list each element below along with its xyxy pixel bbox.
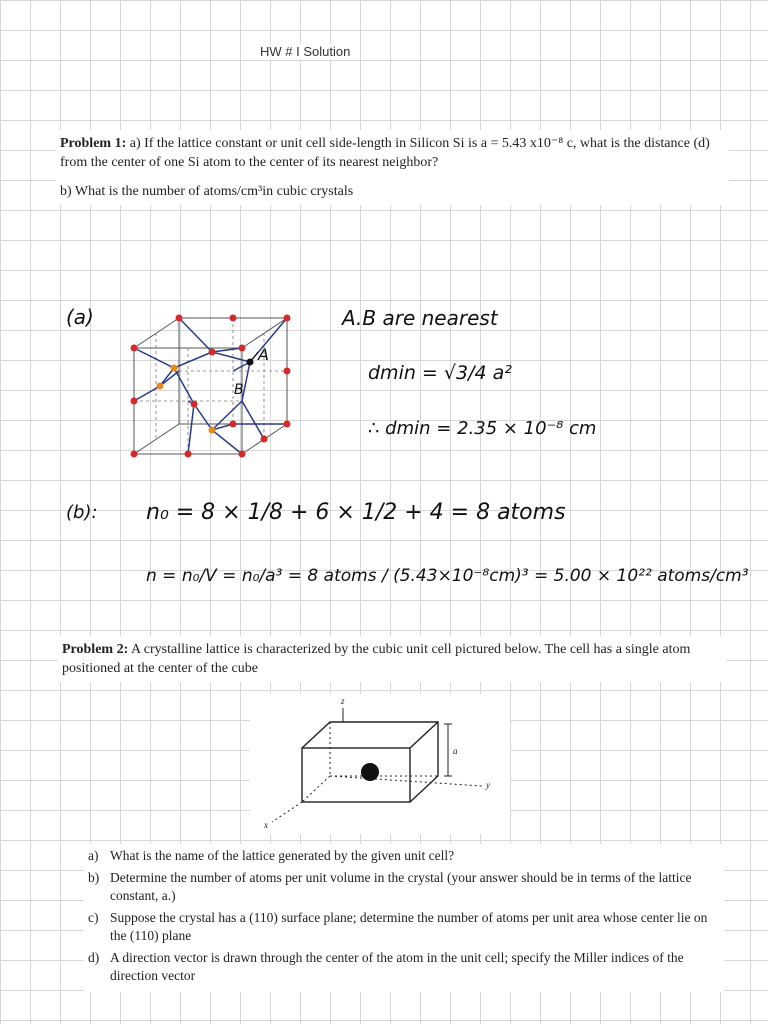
n0-equation: n₀ = 8 × 1/8 + 6 × 1/2 + 4 = 8 atoms xyxy=(146,500,566,525)
question-item xyxy=(88,847,720,865)
point-b-label: B xyxy=(234,382,244,398)
single-atom-cube-diagram xyxy=(250,694,510,834)
nearest-note: A.B are nearest xyxy=(342,306,498,330)
page-title: HW # I Solution xyxy=(256,44,354,59)
solution-a-label: (a) xyxy=(66,305,94,329)
problem2-intro: A crystalline lattice is characterized by the cubic unit cell pictured below. The cell has a single atom positioned at the center of the cube xyxy=(62,642,691,676)
question-label: a) xyxy=(88,848,99,863)
silicon-unit-cell-diagram xyxy=(124,312,304,462)
solution-b-label: (b): xyxy=(66,502,98,523)
problem1-label: Problem 1: xyxy=(60,136,127,151)
problem1-block xyxy=(56,130,729,205)
question-label: c) xyxy=(88,910,99,925)
question-text: Suppose the crystal has a (110) surface plane; determine the number of atoms per unit area whose center lie on the (110) plane xyxy=(110,910,708,943)
question-label: d) xyxy=(88,950,100,965)
question-label: b) xyxy=(88,870,100,885)
question-text: A direction vector is drawn through the center of the atom in the unit cell; specify the Miller indices of the direction vector xyxy=(110,950,684,983)
dmin-formula: dmin = √3/4 a² xyxy=(368,362,512,384)
edge-a-label: a xyxy=(453,746,458,756)
axis-x-label: x xyxy=(264,820,268,830)
center-atom xyxy=(361,763,379,781)
problem1-part-a-text: a) If the lattice constant or unit cell side-length in Silicon Si is a = 5.43 x10⁻⁸ c, what is the distance (d) from the center of one Si atom to the center of its nearest neighbor? xyxy=(60,136,710,170)
problem2-questions xyxy=(84,844,724,992)
question-item xyxy=(88,909,720,945)
problem1-part-b: b) What is the number of atoms/cm³in cubic crystals xyxy=(60,184,354,199)
axis-z-label: z xyxy=(341,696,345,706)
point-a-label: A xyxy=(258,345,269,364)
n-equation: n = n₀/V = n₀/a³ = 8 atoms / (5.43×10⁻⁸cm)³ = 5.00 × 10²² atoms/cm³ xyxy=(146,566,749,586)
problem2-block xyxy=(58,636,726,682)
question-item xyxy=(88,869,720,905)
question-text: Determine the number of atoms per unit volume in the crystal (your answer should be in terms of the lattice constant, a.) xyxy=(110,870,692,903)
question-text: What is the name of the lattice generated by the given unit cell? xyxy=(110,848,455,863)
problem2-label: Problem 2: xyxy=(62,642,129,657)
problem1-part-a xyxy=(60,134,725,172)
question-item xyxy=(88,949,720,985)
axis-y-label: y xyxy=(486,780,490,790)
dmin-result: ∴ dmin = 2.35 × 10⁻⁸ cm xyxy=(368,418,597,439)
